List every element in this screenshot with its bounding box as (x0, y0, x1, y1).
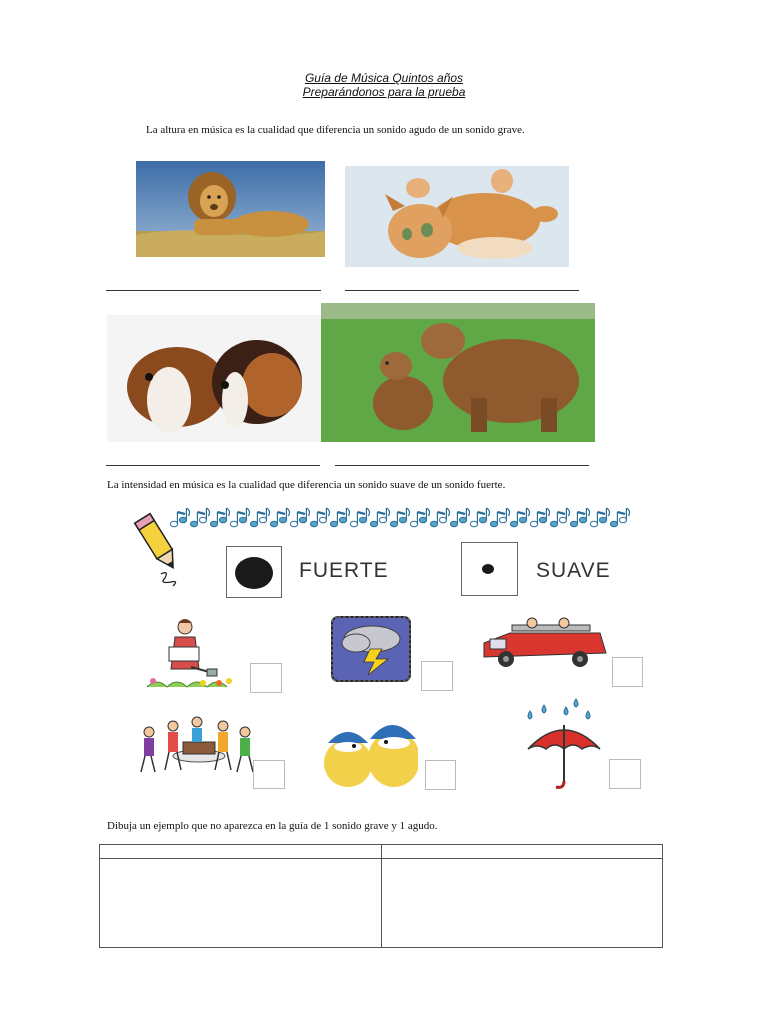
music-note-icon (619, 508, 629, 523)
music-note-icon (239, 508, 249, 523)
answer-line-3 (106, 465, 320, 466)
header-cell-agudo (382, 845, 663, 859)
answer-checkbox-3[interactable] (612, 657, 643, 687)
music-note-icon (399, 508, 409, 523)
music-note-icon (490, 512, 505, 527)
music-notes-icon (168, 506, 640, 534)
music-note-icon (190, 512, 205, 527)
lion-image (136, 161, 325, 257)
music-note-icon (279, 508, 289, 523)
answer-line-1 (106, 290, 321, 291)
music-note-icon (339, 508, 349, 523)
music-note-icon (550, 512, 565, 527)
music-note-icon (599, 508, 609, 523)
bears-image (321, 303, 595, 442)
suave-label: SUAVE (536, 559, 611, 582)
music-note-icon (299, 508, 309, 523)
answer-checkbox-6[interactable] (609, 759, 641, 789)
woman-watering-icon (143, 617, 239, 693)
music-note-icon (370, 512, 385, 527)
header-cell-grave (100, 845, 382, 859)
music-note-icon (199, 508, 209, 523)
children-party-icon (135, 712, 261, 776)
music-note-icon (310, 512, 325, 527)
music-note-icon (610, 512, 625, 527)
music-note-icon (479, 508, 489, 523)
umbrella-rain-icon (520, 697, 608, 793)
music-note-icon (319, 508, 329, 523)
music-note-icon (419, 508, 429, 523)
answer-line-2 (345, 290, 579, 291)
intensidad-paragraph: La intensidad en música es la cualidad que diferencia un sonido suave de un sonido fuerte. (107, 479, 506, 491)
music-note-icon (559, 508, 569, 523)
large-dot-icon (227, 547, 281, 597)
music-note-icon (379, 508, 389, 523)
music-note-icon (219, 508, 229, 523)
answer-checkbox-5[interactable] (425, 760, 456, 790)
music-note-icon (359, 508, 369, 523)
music-note-icon (459, 508, 469, 523)
drawing-area-grave[interactable] (100, 859, 382, 948)
music-note-icon (439, 508, 449, 523)
table-header-row (100, 845, 663, 859)
music-note-icon (499, 508, 509, 523)
music-note-icon (430, 512, 445, 527)
altura-paragraph: La altura en música es la cualidad que diferencia un sonido agudo de un sonido grave. (146, 124, 525, 136)
fuerte-symbol-box (226, 546, 282, 598)
music-note-icon (579, 508, 589, 523)
music-note-icon (539, 508, 549, 523)
answer-checkbox-1[interactable] (250, 663, 282, 693)
table-drawing-row (100, 859, 663, 948)
music-note-icon (519, 508, 529, 523)
drawing-area-agudo[interactable] (382, 859, 663, 948)
dibuja-paragraph: Dibuja un ejemplo que no aparezca en la guía de 1 sonido grave y 1 agudo. (107, 820, 438, 832)
fuerte-label: FUERTE (299, 559, 389, 582)
answer-checkbox-2[interactable] (421, 661, 453, 691)
title-line-1: Guía de Música Quintos años (304, 71, 464, 85)
birds-icon (324, 713, 418, 789)
storm-cloud-icon (330, 615, 412, 683)
answer-line-4 (335, 465, 589, 466)
answer-checkbox-4[interactable] (253, 760, 285, 789)
title-line-2: Preparándonos para la prueba (302, 85, 466, 99)
guinea-pigs-image (107, 315, 321, 442)
drawing-table (99, 844, 663, 948)
fire-truck-icon (480, 617, 610, 671)
music-note-icon (250, 512, 265, 527)
music-note-icon (259, 508, 269, 523)
music-note-icon (179, 508, 189, 523)
small-dot-icon (462, 543, 517, 595)
suave-symbol-box (461, 542, 518, 596)
kitten-image (345, 166, 569, 267)
